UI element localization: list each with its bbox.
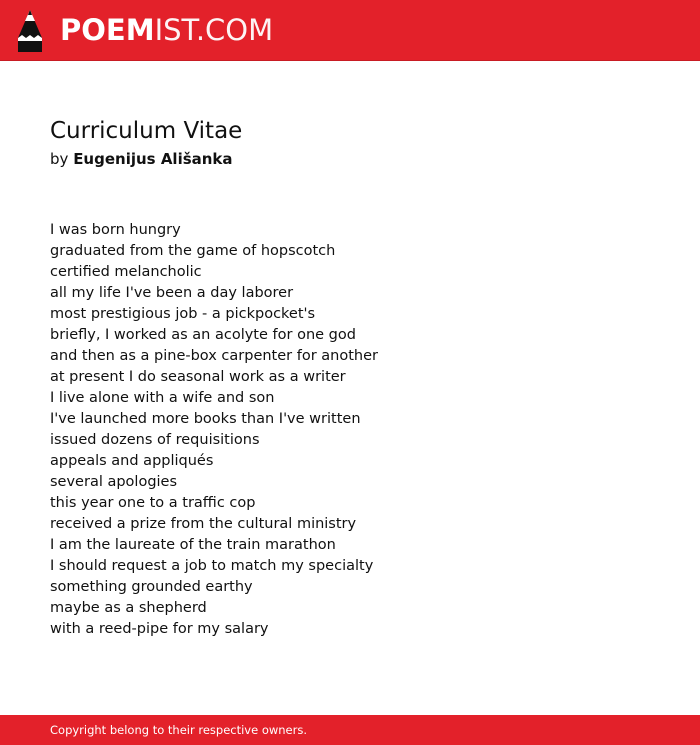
- poem-title: Curriculum Vitae: [50, 118, 243, 144]
- brand-light: IST.COM: [154, 13, 274, 47]
- poem-line: and then as a pine-box carpenter for another: [50, 348, 378, 364]
- poem-content: [50, 116, 670, 640]
- poem-line: I should request a job to match my specialty: [50, 558, 374, 574]
- brand-bold: POEM: [60, 13, 155, 47]
- poem-line: I was born hungry: [50, 222, 181, 238]
- poem-line: something grounded earthy: [50, 579, 253, 595]
- site-header: [0, 0, 700, 61]
- author-link[interactable]: Eugenijus Ališanka: [73, 150, 233, 168]
- poem-line: most prestigious job - a pickpocket's: [50, 306, 316, 322]
- poem-line: graduated from the game of hopscotch: [50, 243, 336, 259]
- poem-line: certified melancholic: [50, 264, 202, 280]
- poem-line: I've launched more books than I've written: [50, 411, 361, 427]
- pencil-icon: [16, 8, 44, 52]
- poem-line: briefly, I worked as an acolyte for one god: [50, 327, 356, 343]
- poem-line: several apologies: [50, 474, 178, 490]
- poem-line: all my life I've been a day laborer: [50, 285, 294, 301]
- poem-line: issued dozens of requisitions: [50, 432, 260, 448]
- poem-line: with a reed-pipe for my salary: [50, 621, 269, 637]
- site-footer: [0, 715, 700, 745]
- poem-line: received a prize from the cultural ministry: [50, 516, 357, 532]
- poem-line: this year one to a traffic cop: [50, 495, 256, 511]
- poem-body: [50, 220, 670, 640]
- poem-line: appeals and appliqués: [50, 453, 214, 469]
- poem-line: maybe as a shepherd: [50, 600, 207, 616]
- poem-line: I am the laureate of the train marathon: [50, 537, 336, 553]
- byline: [50, 149, 670, 169]
- poem-line: at present I do seasonal work as a writer: [50, 369, 346, 385]
- site-brand: [60, 8, 273, 52]
- by-label: by: [50, 150, 69, 168]
- poem-line: I live alone with a wife and son: [50, 390, 275, 406]
- site-logo-link[interactable]: [16, 8, 273, 52]
- copyright-text: Copyright belong to their respective owners.: [50, 723, 308, 737]
